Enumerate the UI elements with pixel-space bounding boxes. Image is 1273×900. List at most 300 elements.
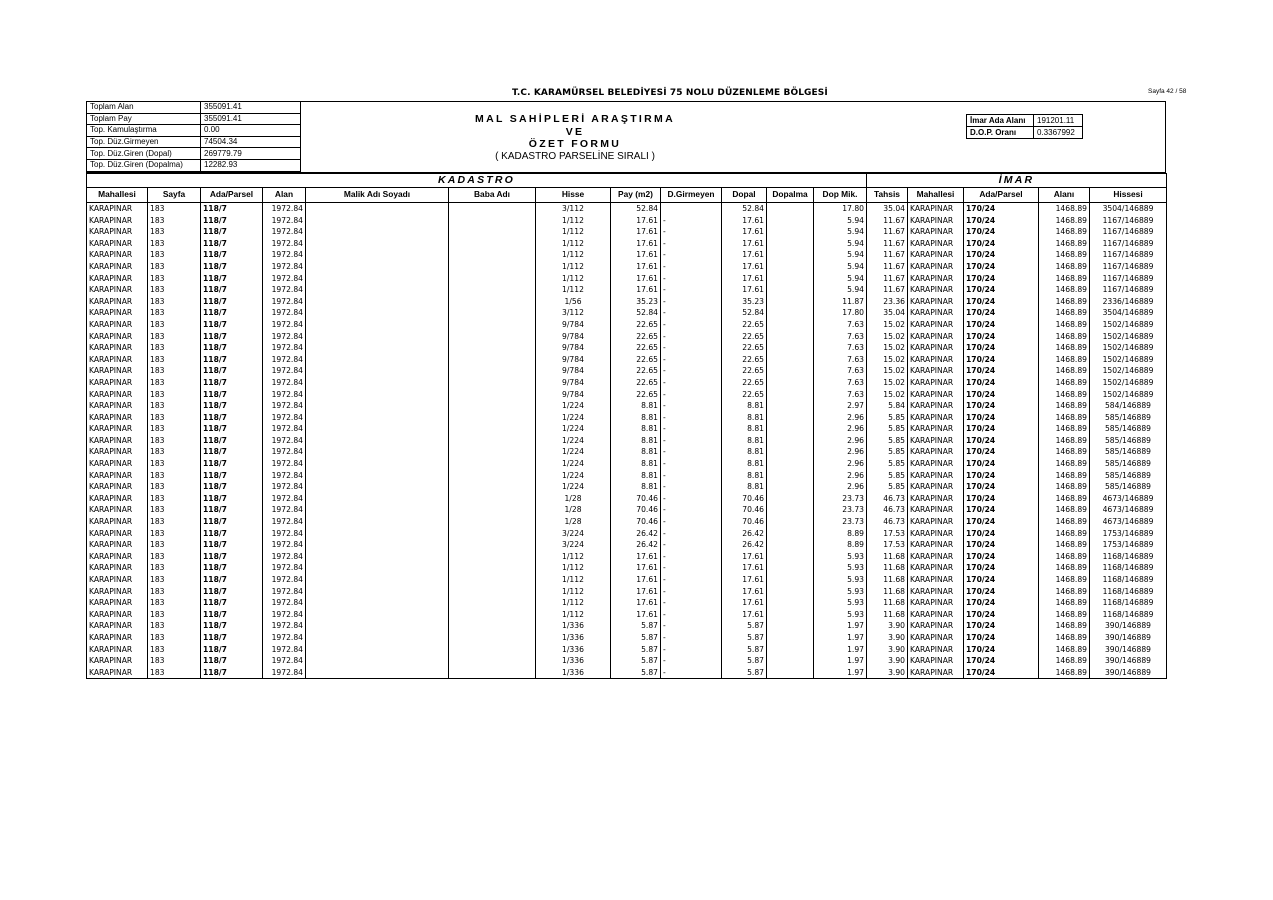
- table-cell: KARAPINAR: [87, 504, 148, 516]
- table-cell: KARAPINAR: [908, 423, 964, 435]
- table-cell: -: [661, 354, 722, 366]
- table-cell: 1468.89: [1039, 307, 1090, 319]
- table-cell: KARAPINAR: [908, 296, 964, 308]
- summary-value: 269779.79: [201, 148, 301, 160]
- table-cell: 52.84: [611, 307, 661, 319]
- table-cell: [767, 423, 814, 435]
- table-cell: 1468.89: [1039, 470, 1090, 482]
- table-cell: KARAPINAR: [908, 319, 964, 331]
- table-cell: 5.87: [611, 632, 661, 644]
- table-cell: 390/146889: [1090, 667, 1167, 679]
- table-cell: 1168/146889: [1090, 551, 1167, 563]
- table-cell: [449, 551, 536, 563]
- table-cell: 183: [148, 655, 201, 667]
- table-cell: 8.81: [611, 446, 661, 458]
- table-cell: 1972.84: [263, 249, 306, 261]
- table-cell: KARAPINAR: [87, 284, 148, 296]
- table-cell: 1972.84: [263, 574, 306, 586]
- table-cell: 11.67: [867, 273, 908, 285]
- table-cell: -: [661, 516, 722, 528]
- table-cell: 5.93: [814, 562, 867, 574]
- table-cell: 17.61: [722, 574, 767, 586]
- table-cell: 15.02: [867, 342, 908, 354]
- table-cell: [306, 481, 449, 493]
- table-row: [87, 655, 1167, 667]
- table-cell: [306, 586, 449, 598]
- table-cell: [449, 574, 536, 586]
- table-cell: 8.81: [611, 400, 661, 412]
- table-cell: 3/112: [536, 307, 611, 319]
- table-cell: [306, 389, 449, 401]
- table-cell: KARAPINAR: [908, 261, 964, 273]
- table-cell: 183: [148, 307, 201, 319]
- table-cell: 118/7: [201, 238, 263, 250]
- table-cell: 8.81: [611, 470, 661, 482]
- table-cell: 1468.89: [1039, 446, 1090, 458]
- table-cell: 1168/146889: [1090, 609, 1167, 621]
- table-cell: -: [661, 597, 722, 609]
- table-cell: 183: [148, 342, 201, 354]
- table-cell: 3/112: [536, 203, 611, 215]
- table-cell: -: [661, 446, 722, 458]
- table-cell: -: [661, 470, 722, 482]
- table-cell: 118/7: [201, 354, 263, 366]
- table-cell: 170/24: [964, 470, 1039, 482]
- table-cell: 170/24: [964, 597, 1039, 609]
- table-cell: [767, 562, 814, 574]
- imar-box-value: 191201.11: [1034, 115, 1083, 127]
- table-cell: 11.68: [867, 609, 908, 621]
- table-cell: 17.61: [611, 273, 661, 285]
- table-cell: 2.96: [814, 446, 867, 458]
- table-cell: -: [661, 458, 722, 470]
- summary-value: 355091.41: [201, 113, 301, 125]
- table-row: [87, 354, 1167, 366]
- table-cell: [306, 365, 449, 377]
- table-cell: 17.61: [611, 226, 661, 238]
- table-row: [87, 620, 1167, 632]
- table-cell: 3/224: [536, 539, 611, 551]
- table-cell: 7.63: [814, 342, 867, 354]
- table-cell: [767, 458, 814, 470]
- table-cell: 8.81: [611, 481, 661, 493]
- table-cell: 170/24: [964, 644, 1039, 656]
- table-cell: -: [661, 620, 722, 632]
- table-cell: -: [661, 551, 722, 563]
- table-cell: 183: [148, 586, 201, 598]
- table-row: [87, 504, 1167, 516]
- table-cell: [449, 516, 536, 528]
- section-kadastro: KADASTRO: [87, 174, 867, 188]
- table-cell: KARAPINAR: [87, 261, 148, 273]
- form-title-line2: VE: [565, 125, 585, 138]
- table-cell: 183: [148, 215, 201, 227]
- table-cell: [306, 400, 449, 412]
- table-cell: KARAPINAR: [87, 655, 148, 667]
- table-cell: 170/24: [964, 562, 1039, 574]
- table-cell: KARAPINAR: [87, 481, 148, 493]
- table-cell: 17.61: [611, 284, 661, 296]
- table-cell: 1/336: [536, 655, 611, 667]
- table-cell: 2.96: [814, 458, 867, 470]
- table-cell: 118/7: [201, 655, 263, 667]
- table-cell: [306, 354, 449, 366]
- table-cell: [306, 273, 449, 285]
- table-cell: [767, 504, 814, 516]
- table-cell: 118/7: [201, 203, 263, 215]
- table-cell: [306, 551, 449, 563]
- table-cell: [767, 249, 814, 261]
- table-cell: 390/146889: [1090, 632, 1167, 644]
- table-cell: 390/146889: [1090, 620, 1167, 632]
- table-cell: KARAPINAR: [87, 620, 148, 632]
- table-cell: KARAPINAR: [87, 516, 148, 528]
- table-cell: 1168/146889: [1090, 597, 1167, 609]
- column-header: Ada/Parsel: [201, 188, 263, 203]
- table-cell: KARAPINAR: [87, 342, 148, 354]
- table-cell: 2.96: [814, 481, 867, 493]
- table-cell: 15.02: [867, 365, 908, 377]
- table-row: [87, 586, 1167, 598]
- table-cell: KARAPINAR: [87, 435, 148, 447]
- table-cell: 1468.89: [1039, 342, 1090, 354]
- table-cell: 183: [148, 562, 201, 574]
- table-cell: -: [661, 586, 722, 598]
- table-cell: 1972.84: [263, 377, 306, 389]
- column-header: Malik Adı Soyadı: [306, 188, 449, 203]
- table-cell: 15.02: [867, 389, 908, 401]
- table-cell: 5.85: [867, 470, 908, 482]
- table-cell: 118/7: [201, 667, 263, 679]
- table-cell: 1468.89: [1039, 400, 1090, 412]
- table-cell: 183: [148, 238, 201, 250]
- table-cell: 183: [148, 400, 201, 412]
- table-cell: [306, 249, 449, 261]
- table-cell: 8.81: [611, 458, 661, 470]
- table-cell: 183: [148, 528, 201, 540]
- table-cell: -: [661, 238, 722, 250]
- table-cell: 1.97: [814, 632, 867, 644]
- table-cell: 70.46: [722, 504, 767, 516]
- table-cell: [306, 470, 449, 482]
- table-cell: 1/224: [536, 423, 611, 435]
- table-cell: 5.85: [867, 446, 908, 458]
- table-cell: 8.81: [722, 470, 767, 482]
- table-cell: -: [661, 644, 722, 656]
- form-title: [300, 113, 850, 163]
- table-cell: 118/7: [201, 365, 263, 377]
- table-cell: 170/24: [964, 377, 1039, 389]
- table-cell: [449, 493, 536, 505]
- table-cell: -: [661, 400, 722, 412]
- table-cell: 584/146889: [1090, 400, 1167, 412]
- table-cell: [767, 365, 814, 377]
- table-cell: 1468.89: [1039, 284, 1090, 296]
- table-cell: [449, 644, 536, 656]
- table-cell: 170/24: [964, 365, 1039, 377]
- table-cell: 1/224: [536, 470, 611, 482]
- table-cell: KARAPINAR: [87, 365, 148, 377]
- table-cell: 1468.89: [1039, 458, 1090, 470]
- table-cell: KARAPINAR: [908, 620, 964, 632]
- table-cell: 5.94: [814, 261, 867, 273]
- table-cell: 26.42: [722, 539, 767, 551]
- page-number: Sayfa 42 / 58: [1148, 88, 1187, 95]
- table-cell: 118/7: [201, 400, 263, 412]
- table-cell: [449, 261, 536, 273]
- table-cell: 70.46: [611, 504, 661, 516]
- table-cell: 1.97: [814, 655, 867, 667]
- table-cell: KARAPINAR: [908, 586, 964, 598]
- table-cell: 183: [148, 226, 201, 238]
- table-cell: 170/24: [964, 516, 1039, 528]
- table-cell: 3.90: [867, 644, 908, 656]
- table-cell: 118/7: [201, 215, 263, 227]
- table-cell: 1972.84: [263, 586, 306, 598]
- column-header: D.Girmeyen: [661, 188, 722, 203]
- table-cell: 5.94: [814, 238, 867, 250]
- table-cell: KARAPINAR: [87, 412, 148, 424]
- summary-row: [87, 148, 301, 160]
- table-cell: 17.61: [722, 551, 767, 563]
- table-cell: 1/336: [536, 644, 611, 656]
- table-cell: 8.81: [722, 435, 767, 447]
- table-row: [87, 667, 1167, 679]
- table-cell: 1167/146889: [1090, 238, 1167, 250]
- table-row: [87, 249, 1167, 261]
- table-cell: KARAPINAR: [908, 574, 964, 586]
- table-cell: 118/7: [201, 470, 263, 482]
- table-cell: KARAPINAR: [908, 551, 964, 563]
- table-cell: 1972.84: [263, 644, 306, 656]
- table-cell: 1167/146889: [1090, 261, 1167, 273]
- table-cell: 5.87: [611, 620, 661, 632]
- summary-label: Top. Düz.Girmeyen: [87, 136, 201, 148]
- table-cell: 4673/146889: [1090, 516, 1167, 528]
- table-cell: [306, 296, 449, 308]
- table-cell: 1502/146889: [1090, 319, 1167, 331]
- table-cell: 22.65: [611, 389, 661, 401]
- table-cell: [306, 539, 449, 551]
- table-cell: 183: [148, 319, 201, 331]
- table-cell: 118/7: [201, 284, 263, 296]
- table-cell: [449, 458, 536, 470]
- table-row: [87, 493, 1167, 505]
- table-cell: 1468.89: [1039, 261, 1090, 273]
- table-cell: [449, 331, 536, 343]
- table-cell: 1972.84: [263, 389, 306, 401]
- table-cell: -: [661, 296, 722, 308]
- table-cell: 9/784: [536, 365, 611, 377]
- table-cell: 26.42: [611, 528, 661, 540]
- table-cell: KARAPINAR: [87, 458, 148, 470]
- table-cell: 52.84: [611, 203, 661, 215]
- table-cell: 22.65: [722, 319, 767, 331]
- table-cell: 8.81: [722, 446, 767, 458]
- table-cell: 118/7: [201, 597, 263, 609]
- table-row: [87, 632, 1167, 644]
- table-cell: 1.97: [814, 620, 867, 632]
- table-row: [87, 377, 1167, 389]
- table-cell: 118/7: [201, 609, 263, 621]
- table-cell: 5.87: [722, 667, 767, 679]
- table-cell: [306, 597, 449, 609]
- table-cell: KARAPINAR: [87, 273, 148, 285]
- table-cell: 118/7: [201, 446, 263, 458]
- table-cell: 7.63: [814, 319, 867, 331]
- table-cell: [767, 609, 814, 621]
- table-cell: [306, 226, 449, 238]
- table-cell: [449, 354, 536, 366]
- table-cell: [767, 377, 814, 389]
- table-cell: 1468.89: [1039, 504, 1090, 516]
- table-cell: 170/24: [964, 238, 1039, 250]
- table-cell: 5.85: [867, 423, 908, 435]
- table-cell: [449, 400, 536, 412]
- table-cell: 52.84: [722, 307, 767, 319]
- table-cell: 170/24: [964, 331, 1039, 343]
- table-cell: 183: [148, 458, 201, 470]
- table-cell: 170/24: [964, 423, 1039, 435]
- table-cell: KARAPINAR: [87, 644, 148, 656]
- imar-box-row: [967, 115, 1083, 127]
- table-cell: [306, 238, 449, 250]
- table-cell: 1972.84: [263, 504, 306, 516]
- table-cell: 1468.89: [1039, 249, 1090, 261]
- table-cell: KARAPINAR: [87, 551, 148, 563]
- summary-label: Toplam Pay: [87, 113, 201, 125]
- table-cell: 1/224: [536, 446, 611, 458]
- table-cell: 170/24: [964, 342, 1039, 354]
- table-cell: 183: [148, 667, 201, 679]
- table-cell: 1972.84: [263, 620, 306, 632]
- column-header: Dopal: [722, 188, 767, 203]
- table-cell: 23.73: [814, 504, 867, 516]
- table-cell: 183: [148, 203, 201, 215]
- table-cell: KARAPINAR: [908, 203, 964, 215]
- table-cell: 170/24: [964, 249, 1039, 261]
- table-cell: 1972.84: [263, 307, 306, 319]
- table-cell: 170/24: [964, 528, 1039, 540]
- table-cell: [306, 331, 449, 343]
- table-cell: 1167/146889: [1090, 226, 1167, 238]
- column-header: Dopalma: [767, 188, 814, 203]
- table-cell: -: [661, 377, 722, 389]
- table-cell: 1/112: [536, 597, 611, 609]
- table-cell: 17.61: [722, 273, 767, 285]
- table-cell: 15.02: [867, 319, 908, 331]
- summary-row: [87, 136, 301, 148]
- table-cell: KARAPINAR: [908, 493, 964, 505]
- table-cell: 170/24: [964, 446, 1039, 458]
- table-cell: 170/24: [964, 284, 1039, 296]
- table-cell: 118/7: [201, 342, 263, 354]
- table-cell: 17.53: [867, 539, 908, 551]
- table-cell: [449, 470, 536, 482]
- table-cell: KARAPINAR: [908, 446, 964, 458]
- table-cell: 15.02: [867, 354, 908, 366]
- table-cell: 118/7: [201, 377, 263, 389]
- table-cell: 26.42: [611, 539, 661, 551]
- form-title-line4: ( KADASTRO PARSELİNE SIRALI ): [495, 150, 655, 162]
- summary-value: 12282.93: [201, 159, 301, 171]
- table-cell: KARAPINAR: [87, 609, 148, 621]
- table-cell: 1/56: [536, 296, 611, 308]
- table-row: [87, 319, 1167, 331]
- table-cell: 9/784: [536, 319, 611, 331]
- table-cell: 1/112: [536, 238, 611, 250]
- table-cell: 183: [148, 412, 201, 424]
- table-cell: 585/146889: [1090, 412, 1167, 424]
- table-cell: 170/24: [964, 412, 1039, 424]
- table-cell: [767, 632, 814, 644]
- table-cell: 1468.89: [1039, 296, 1090, 308]
- table-row: [87, 644, 1167, 656]
- table-cell: 1972.84: [263, 632, 306, 644]
- table-cell: 170/24: [964, 389, 1039, 401]
- table-cell: 1502/146889: [1090, 354, 1167, 366]
- table-cell: 1972.84: [263, 609, 306, 621]
- table-cell: 118/7: [201, 504, 263, 516]
- table-cell: 35.23: [722, 296, 767, 308]
- table-cell: 5.93: [814, 586, 867, 598]
- table-cell: [449, 446, 536, 458]
- table-cell: KARAPINAR: [908, 458, 964, 470]
- table-cell: 118/7: [201, 620, 263, 632]
- table-cell: 1972.84: [263, 562, 306, 574]
- table-cell: 1502/146889: [1090, 377, 1167, 389]
- table-cell: 1/336: [536, 620, 611, 632]
- table-cell: [449, 539, 536, 551]
- table-cell: [767, 296, 814, 308]
- table-cell: 1972.84: [263, 435, 306, 447]
- table-cell: -: [661, 307, 722, 319]
- table-cell: 5.93: [814, 609, 867, 621]
- table-cell: 1972.84: [263, 458, 306, 470]
- table-cell: 1468.89: [1039, 377, 1090, 389]
- table-cell: 118/7: [201, 458, 263, 470]
- table-cell: 1972.84: [263, 470, 306, 482]
- table-cell: 3504/146889: [1090, 203, 1167, 215]
- table-cell: 5.87: [722, 644, 767, 656]
- table-cell: KARAPINAR: [908, 562, 964, 574]
- table-cell: -: [661, 504, 722, 516]
- table-cell: KARAPINAR: [908, 226, 964, 238]
- table-cell: 1167/146889: [1090, 284, 1167, 296]
- table-cell: 7.63: [814, 354, 867, 366]
- table-cell: -: [661, 562, 722, 574]
- table-cell: 170/24: [964, 435, 1039, 447]
- table-cell: 118/7: [201, 296, 263, 308]
- table-cell: 1972.84: [263, 296, 306, 308]
- table-cell: 1/224: [536, 412, 611, 424]
- summary-row: [87, 125, 301, 137]
- table-cell: KARAPINAR: [908, 331, 964, 343]
- table-cell: 5.87: [722, 620, 767, 632]
- table-cell: 170/24: [964, 574, 1039, 586]
- table-cell: [449, 562, 536, 574]
- table-cell: 1468.89: [1039, 644, 1090, 656]
- table-cell: 22.65: [722, 389, 767, 401]
- table-cell: 8.81: [722, 400, 767, 412]
- table-cell: -: [661, 389, 722, 401]
- form-title-line1: MAL SAHİPLERİ ARAŞTIRMA: [475, 113, 675, 125]
- table-cell: 1/112: [536, 261, 611, 273]
- table-cell: 1468.89: [1039, 655, 1090, 667]
- table-cell: 1/336: [536, 632, 611, 644]
- table-cell: KARAPINAR: [87, 586, 148, 598]
- table-cell: 17.61: [611, 574, 661, 586]
